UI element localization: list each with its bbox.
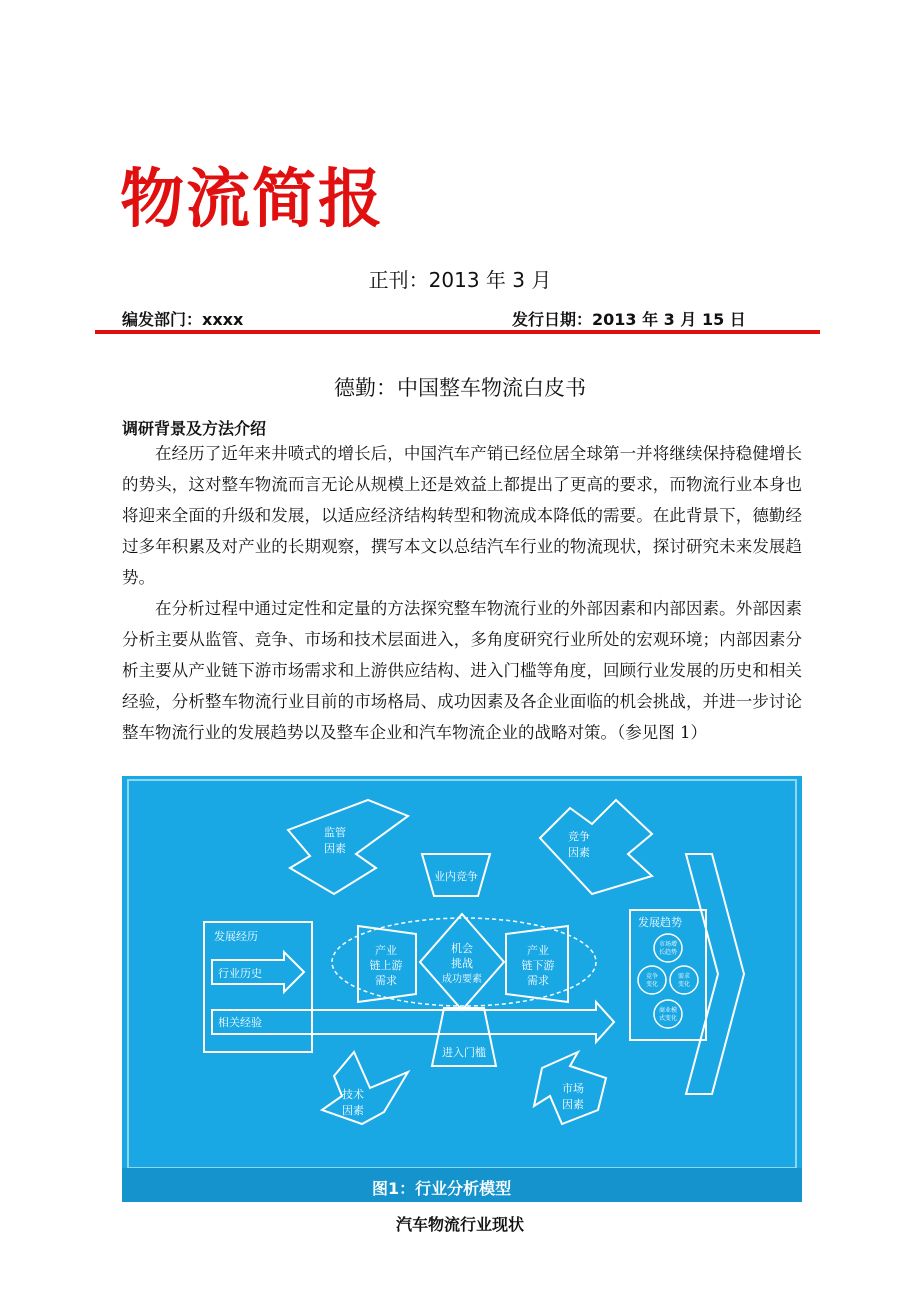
technology-label-2: 因素: [342, 1104, 364, 1117]
trend-3-label-2: 变化: [677, 981, 691, 988]
history-label: 行业历史: [218, 967, 262, 980]
bottom-heading: 汽车物流行业现状: [395, 1215, 524, 1234]
downstream-label-1: 产业: [527, 944, 549, 957]
trend-circle-4: [654, 1000, 682, 1028]
experience-label: 相关经验: [218, 1016, 262, 1029]
masthead-title: 物流简报: [120, 163, 384, 237]
trend-3-label-1: 需求: [677, 973, 691, 980]
downstream-label-3: 需求: [527, 974, 549, 987]
center-label-2: 挑战: [451, 957, 473, 970]
intra-competition-label: 业内竞争: [434, 870, 478, 883]
technology-label-1: 技术: [342, 1088, 364, 1101]
industry-model-diagram: [122, 776, 802, 1202]
trend-4-label-2: 式变化: [658, 1015, 678, 1022]
trend-2-label-2: 变化: [645, 981, 659, 988]
center-label-1: 机会: [451, 942, 473, 955]
competition-factor-arrow: [540, 800, 652, 894]
figure-caption: 图1：行业分析模型: [372, 1179, 512, 1198]
trend-2-label-1: 竞争: [645, 973, 659, 980]
issue-line: 正刊：2013 年 3 月: [368, 268, 552, 292]
issue-date-line: 发行日期：2013 年 3 月 15 日: [512, 310, 746, 329]
paragraph-2: 在分析过程中通过定性和定量的方法探究整车物流行业的外部因素和内部因素。外部因素分析主要从监管、竞争、市场和技术层面进入，多角度研究行业所处的宏观环境；内部因素分析主要从产业链下游市场需求和上游供应结构、进入门槛等角度，回顾行业发展的历史和相关经验，分析整车物流行业目前的市场格局、成功因素及各企业面临的机会挑战，并进一步讨论整车物流行业的发展趋势以及整车企业和汽车物流企业的战略对策。（参见图 1）: [122, 599, 802, 742]
competition-label-1: 竞争: [568, 830, 590, 843]
industry-model-figure: [122, 776, 802, 1202]
downstream-label-2: 链下游: [521, 959, 555, 972]
header-divider: [95, 330, 820, 334]
article-title: 德勤：中国整车物流白皮书: [334, 376, 586, 400]
trend-title: 发展趋势: [638, 916, 682, 929]
trend-1-label-2: 长趋势: [658, 949, 678, 956]
paragraph-1: 在经历了近年来井喷式的增长后，中国汽车产销已经位居全球第一并将继续保持稳健增长的势头，这对整车物流而言无论从规模上还是效益上都提出了更高的要求，而物流行业本身也将迎来全面的升级和发展，以适应经济结构转型和物流成本降低的需要。在此背景下，德勤经过多年积累及对产业的长期观察，撰写本文以总结汽车行业的物流现状，探讨研究未来发展趋势。: [122, 444, 802, 587]
trend-circle-1: [654, 934, 682, 962]
upstream-label-2: 链上游: [369, 959, 403, 972]
regulation-label-2: 因素: [324, 842, 346, 855]
competition-label-2: 因素: [568, 846, 590, 859]
trend-chevron: [686, 854, 744, 1094]
trend-1-label-1: 市场增: [658, 941, 678, 948]
technology-factor-arrow: [322, 1052, 408, 1124]
experience-arrow: [212, 1002, 614, 1042]
market-label-2: 因素: [562, 1098, 584, 1111]
upstream-label-3: 需求: [375, 974, 397, 987]
trend-circle-3: [670, 966, 698, 994]
regulation-label-1: 监管: [324, 826, 346, 839]
department-line: 编发部门：xxxx: [122, 310, 244, 329]
trend-circle-2: [638, 966, 666, 994]
upstream-label-1: 产业: [375, 944, 397, 957]
section-title: 调研背景及方法介绍: [122, 419, 267, 438]
market-label-1: 市场: [562, 1082, 584, 1095]
history-box-title: 发展经历: [214, 930, 258, 943]
regulation-factor-arrow: [288, 800, 408, 894]
center-label-3: 成功要素: [442, 974, 482, 985]
entry-barrier-label: 进入门槛: [442, 1046, 486, 1059]
trend-4-label-1: 商业模: [658, 1007, 678, 1014]
